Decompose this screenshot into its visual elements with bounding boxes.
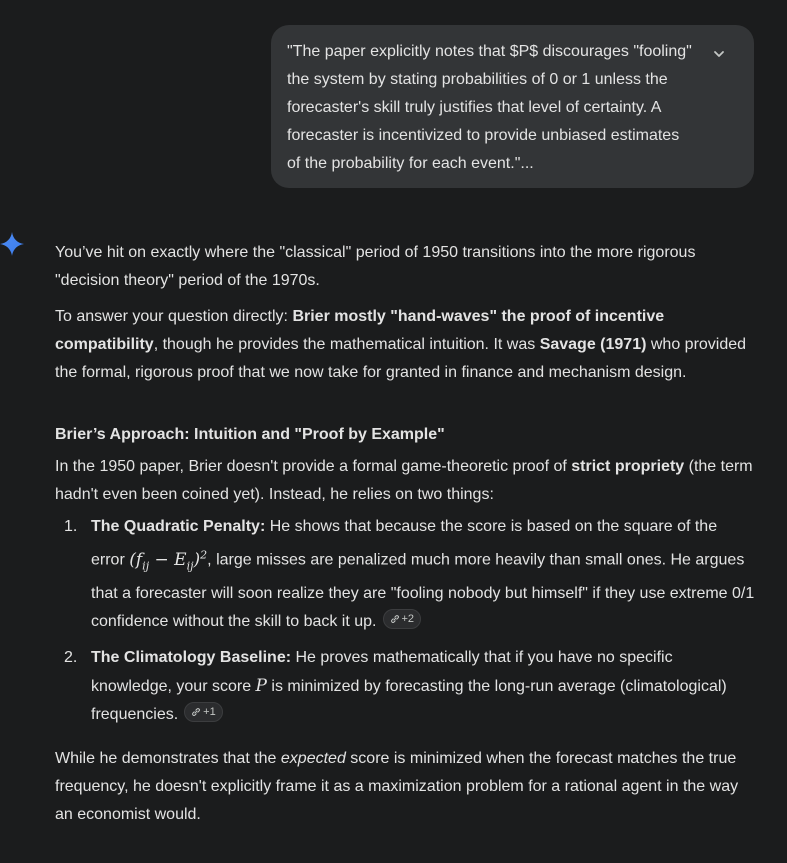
formula: $(f_{ij} - E_{ij})^2$	[129, 548, 208, 573]
text-span: He shows that because the score is based on the square of the error	[91, 518, 718, 569]
text-span: , though he provides the mathematical intuition. It was	[153, 336, 540, 353]
expand-message-button[interactable]	[710, 45, 728, 63]
list-item	[55, 644, 755, 729]
bold-text: Brier mostly "hand-waves" the proof of incentive compatibility	[55, 308, 665, 353]
text-span: In the 1950 paper, Brier doesn't provide a formal game-theoretic proof of	[55, 458, 572, 475]
text-span: He proves mathematically that if you have no specific knowledge, your score	[91, 649, 673, 696]
section-heading: Brier’s Approach: Intuition and "Proof by Example"	[55, 426, 445, 443]
bold-text: Savage (1971)	[539, 336, 647, 353]
link-icon	[390, 614, 400, 624]
assistant-response	[55, 239, 755, 829]
citation-chip[interactable]	[383, 609, 422, 629]
list-item-title: The Climatology Baseline:	[91, 649, 292, 667]
sparkle-icon	[0, 232, 24, 256]
chevron-down-icon	[712, 47, 726, 61]
text-span: To answer your question directly:	[55, 308, 293, 325]
response-paragraph-answer	[55, 303, 755, 387]
numbered-list	[55, 513, 755, 729]
citation-count: +1	[203, 706, 216, 719]
response-paragraph-intro: You’ve hit on exactly where the "classical" period of 1950 transitions into the more rigorous "decision theory" period of the 1970s.	[55, 244, 696, 289]
variable: P	[255, 676, 267, 697]
bold-text: strict propriety	[571, 458, 685, 475]
list-item	[55, 513, 755, 636]
text-span: is minimized by forecasting the long-run average (climatological) frequencies.	[91, 678, 727, 724]
response-paragraph-approach	[55, 453, 755, 509]
text-span: , large misses are penalized much more heavily than small ones. He argues that a forecaster will soon realize they are "fooling nobody but himself" if they use extreme 0/1 confidence without the skill to back it up.	[91, 551, 755, 631]
response-paragraph-conclusion	[55, 745, 755, 829]
text-span: score is minimized when the forecast matches the true frequency, he doesn't explicitly frame it as a maximization problem for a rational agent in the way an economist would.	[55, 750, 739, 824]
citation-chip[interactable]	[184, 702, 223, 722]
text-span: who provided the formal, rigorous proof that we now take for granted in finance and mechanism design.	[55, 336, 747, 381]
text-span: While he demonstrates that the	[55, 750, 281, 768]
list-number: 2.	[64, 649, 78, 667]
italic-text: expected	[280, 750, 346, 768]
user-message-text: "The paper explicitly notes that $P$ discourages "fooling" the system by stating probabilities of 0 or 1 unless the forecaster's skill truly justifies that level of certainty. A forecaster is incentivized to provide unbiased estimates of the probability for each event."...	[287, 43, 692, 172]
citation-count: +2	[401, 613, 415, 626]
text-span: (the term hadn't even been coined yet). Instead, he relies on two things:	[55, 458, 753, 503]
list-item-title: The Quadratic Penalty:	[91, 518, 266, 535]
user-message-bubble	[271, 25, 754, 188]
link-icon	[191, 707, 201, 717]
list-number: 1.	[64, 518, 78, 535]
